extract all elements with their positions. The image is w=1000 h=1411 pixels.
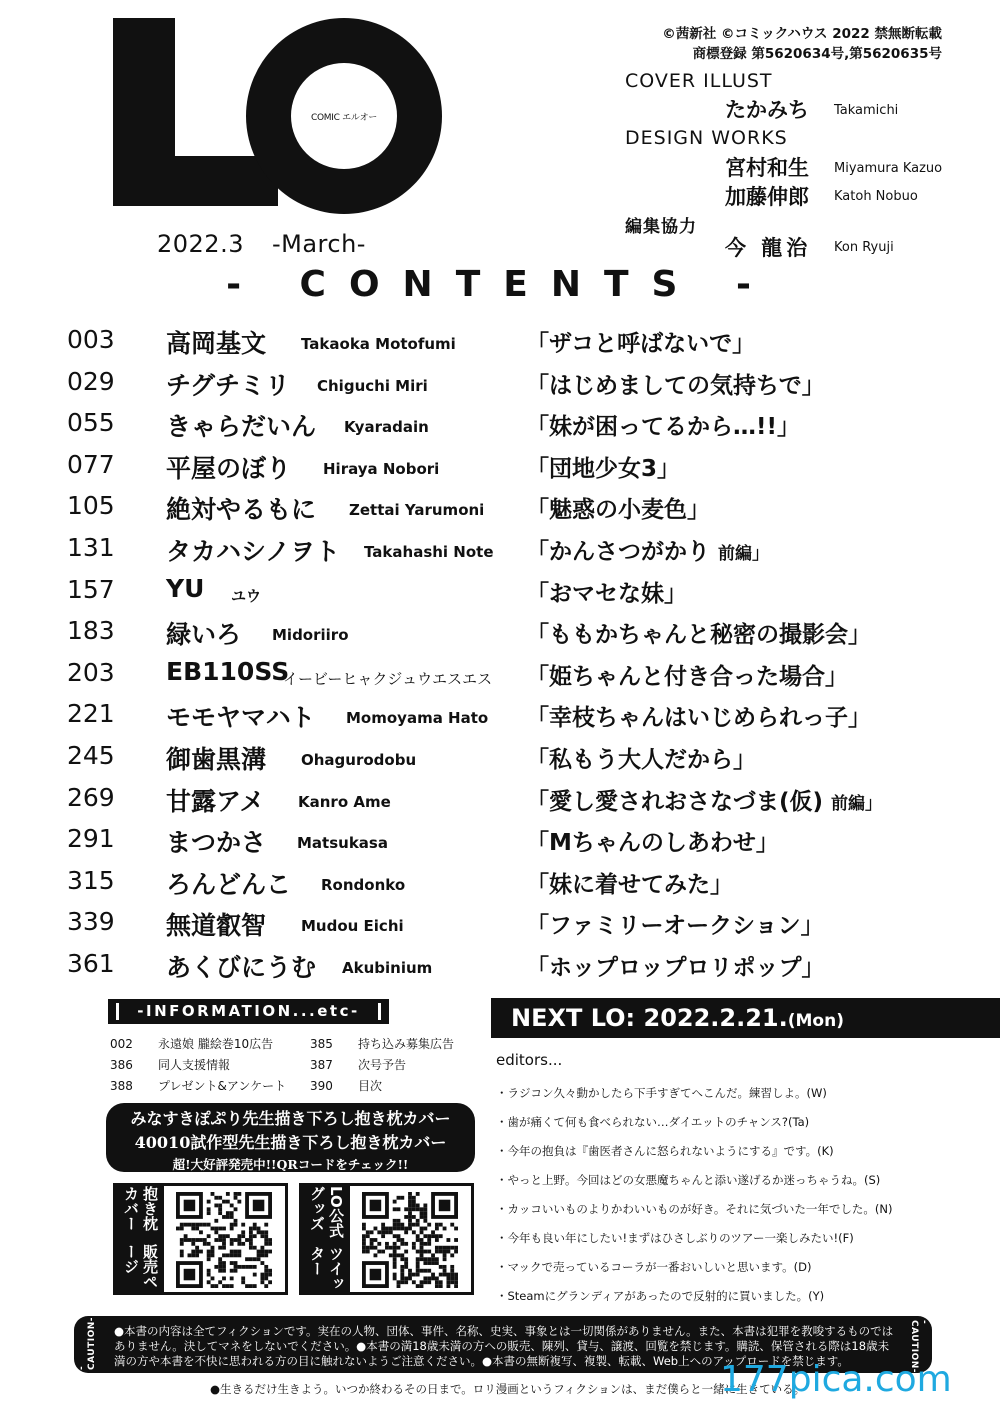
toc-story-title: 「幸枝ちゃんはいじめられっ子」 bbox=[526, 705, 871, 732]
toc-story-title: 「かんさつがかり 前編」 bbox=[526, 539, 770, 565]
toc-author-romaji: Mudou Eichi bbox=[301, 917, 404, 936]
toc-story-title: 「ホップロップロリポップ」 bbox=[526, 955, 825, 981]
toc-story-title: 「私もう大人だから」 bbox=[526, 747, 756, 773]
toc-page-number: 055 bbox=[67, 408, 115, 438]
caution-side-label: -CAUTION- bbox=[909, 1320, 929, 1374]
toc-author-romaji: Chiguchi Miri bbox=[317, 376, 428, 395]
qr-card-label: LO公式グッズ ツイッター bbox=[302, 1186, 350, 1292]
toc-author: 御歯黒溝 bbox=[166, 745, 267, 774]
toc-author-romaji: Rondonko bbox=[321, 875, 406, 894]
toc-story-title: 「Mちゃんのしあわせ」 bbox=[526, 830, 779, 857]
logo-subtitle: COMIC エルオー bbox=[311, 112, 377, 123]
editor-note: ・Steamにグランディアがあったので反射的に買いました。(Y) bbox=[496, 1289, 825, 1303]
editor-note: ・カッコいいものよりかわいいものが好き。それに気づいた一年でした。(N) bbox=[496, 1202, 893, 1216]
editing-heading: 編集協力 bbox=[625, 217, 697, 237]
toc-author-romaji: ユウ bbox=[231, 586, 262, 605]
toc-story-part: 前編」 bbox=[718, 544, 770, 564]
toc-story-title: 「魅惑の小麦色」 bbox=[526, 497, 710, 524]
toc-page-number: 183 bbox=[67, 616, 115, 646]
toc-author-romaji: Hiraya Nobori bbox=[323, 459, 440, 478]
toc-row[interactable] bbox=[0, 741, 1000, 781]
toc-author-romaji: Momoyama Hato bbox=[346, 709, 489, 728]
info-item: 385 持ち込み募集広告 bbox=[310, 1037, 455, 1051]
cover-illust-heading: COVER ILLUST bbox=[625, 70, 773, 92]
copyright-block: ©茜新社 ©コミックハウス 2022 禁無断転載 商標登録 第5620634号,第5620635号 bbox=[662, 26, 942, 62]
qr-code-icon bbox=[176, 1192, 272, 1288]
toc-author-romaji: Kyaradain bbox=[344, 418, 429, 437]
toc-author: ろんどんこ bbox=[166, 869, 292, 899]
toc-page-number: 105 bbox=[67, 491, 115, 521]
information-heading: -INFORMATION...etc- bbox=[108, 999, 389, 1024]
toc-story-title: 「姫ちゃんと付き合った場合」 bbox=[526, 663, 848, 690]
toc-author-romaji: Takahashi Note bbox=[364, 543, 494, 561]
info-item: 387 次号予告 bbox=[310, 1058, 407, 1072]
toc-row[interactable] bbox=[0, 907, 1000, 947]
toc-page-number: 131 bbox=[67, 533, 115, 562]
toc-story-title: 「妹に着せてみた」 bbox=[526, 871, 733, 898]
toc-author: きゃらだいん bbox=[166, 412, 317, 442]
designer-1-romaji: Miyamura Kazuo bbox=[834, 161, 943, 176]
info-item: 390 目次 bbox=[310, 1079, 383, 1093]
toc-row[interactable] bbox=[0, 450, 1000, 490]
toc-story-title: 「妹が困ってるから…!!」 bbox=[526, 414, 800, 441]
qr-card-shop[interactable] bbox=[113, 1183, 288, 1295]
cover-illustrator: たかみち bbox=[725, 98, 809, 122]
toc-row[interactable] bbox=[0, 949, 1000, 989]
toc-page-number: 029 bbox=[67, 366, 115, 396]
logo-letter-o bbox=[246, 18, 442, 214]
toc-row[interactable] bbox=[0, 824, 1000, 864]
info-item: 388 プレゼント&アンケート bbox=[110, 1079, 287, 1093]
toc-row[interactable] bbox=[0, 408, 1000, 448]
qr-code-icon bbox=[362, 1192, 458, 1288]
toc-row[interactable] bbox=[0, 575, 1000, 615]
toc-author: YU bbox=[166, 573, 205, 603]
toc-author: タカハシノヲト bbox=[166, 537, 341, 566]
toc-row[interactable] bbox=[0, 699, 1000, 739]
toc-page-number: 245 bbox=[67, 741, 115, 770]
editor-note: ・やっと上野。今回はどの女悪魔ちゃんと添い遂げるか迷っちゃうね。(S) bbox=[496, 1173, 881, 1187]
toc-author: モモヤマハト bbox=[166, 703, 316, 733]
toc-row[interactable] bbox=[0, 866, 1000, 906]
toc-row[interactable] bbox=[0, 783, 1000, 823]
editor-note: ・今年の抱負は『歯医者さんに怒られないようにする』です。(K) bbox=[496, 1144, 834, 1158]
toc-author: 絶対やるもに bbox=[166, 495, 317, 525]
toc-page-number: 203 bbox=[67, 657, 115, 687]
editor-note: ・今年も良い年にしたい!まずはひさしぶりのツアー一楽しみたい!(F) bbox=[496, 1231, 854, 1245]
toc-author-romaji: Midoriiro bbox=[272, 626, 349, 645]
toc-page-number: 269 bbox=[67, 782, 115, 812]
toc-author-romaji: イービーヒャクジュウエスエス bbox=[283, 669, 493, 688]
toc-author: チグチミリ bbox=[166, 370, 291, 400]
designer-2-romaji: Katoh Nobuo bbox=[834, 189, 918, 204]
toc-author-romaji: Akubinium bbox=[342, 959, 433, 977]
qr-card-twitter[interactable] bbox=[299, 1183, 474, 1295]
toc-author: 緑いろ bbox=[166, 620, 242, 650]
toc-page-number: 339 bbox=[67, 907, 115, 937]
toc-story-title: 「ザコと呼ばないで」 bbox=[526, 331, 756, 357]
toc-page-number: 003 bbox=[67, 325, 115, 354]
watermark: 177pica.com bbox=[720, 1359, 952, 1400]
toc-author: 甘露アメ bbox=[166, 786, 265, 816]
caution-text: ●本書の内容は全てフィクションです。実在の人物、団体、事件、名称、史実、事象とは一切関係がありません。また、本書は犯罪を教唆するものではありません。決してマネをしないでください。●本書の満18歳未満の方への販売、陳列、貸与、譲渡、回覧を禁じます。購読、保管される際は18歳未満の方や本書を不快に思われる方の目に触れないようご注意ください。●本書の無断複写、複製、転載、Web上へのアップロードを禁じます。 bbox=[114, 1324, 894, 1368]
cover-illustrator-romaji: Takamichi bbox=[834, 103, 899, 118]
toc-page-number: 077 bbox=[67, 449, 115, 479]
toc-story-title: 「愛し愛されおさなづま(仮) 前編」 bbox=[526, 788, 883, 815]
toc-author: あくびにうむ bbox=[166, 953, 317, 982]
toc-author-romaji: Kanro Ame bbox=[298, 792, 391, 811]
toc-page-number: 291 bbox=[67, 824, 115, 854]
toc-author-romaji: Zettai Yarumoni bbox=[349, 501, 485, 520]
contents-title: - CONTENTS - bbox=[226, 264, 774, 305]
toc-row[interactable] bbox=[0, 325, 1000, 365]
tagline: ●生きるだけ生きよう。いつか終わるその日まで。ロリ漫画というフィクションは、まだ僕らと一緒に生きている。 bbox=[210, 1382, 806, 1396]
toc-story-title: 「おマセな妹」 bbox=[526, 580, 687, 607]
toc-page-number: 315 bbox=[67, 865, 115, 895]
toc-author: 無道叡智 bbox=[166, 911, 267, 941]
toc-story-title: 「はじめましての気持ちで」 bbox=[526, 372, 825, 399]
designer-2: 加藤伸郎 bbox=[725, 185, 809, 209]
toc-author: 高岡基文 bbox=[166, 329, 267, 358]
toc-author: EB110SS bbox=[166, 656, 290, 686]
design-works-heading: DESIGN WORKS bbox=[625, 127, 788, 149]
toc-author-romaji: Ohagurodobu bbox=[301, 751, 417, 769]
toc-story-title: 「団地少女3」 bbox=[526, 455, 681, 482]
info-item: 002 永遠娘 朧絵巻10広告 bbox=[110, 1037, 274, 1051]
toc-author: まつかさ bbox=[166, 828, 267, 858]
toc-story-part: 前編」 bbox=[831, 793, 883, 814]
editor: 今 龍治 bbox=[725, 236, 812, 260]
info-item: 386 同人支援情報 bbox=[110, 1058, 231, 1072]
toc-row[interactable] bbox=[0, 491, 1000, 531]
qr-card-label: 抱き枕カバー 販売ページ bbox=[116, 1186, 164, 1292]
toc-author-romaji: Matsukasa bbox=[297, 834, 388, 853]
toc-page-number: 221 bbox=[67, 699, 115, 729]
designer-1: 宮村和生 bbox=[725, 156, 809, 180]
toc-row[interactable] bbox=[0, 616, 1000, 656]
editor-note: ・マックで売っているコーラが一番おいしいと思います。(D) bbox=[496, 1260, 812, 1274]
editors-label: editors... bbox=[496, 1051, 563, 1069]
editor-note: ・ラジコン久々動かしたら下手すぎてへこんだ。練習しよ。(W) bbox=[496, 1086, 827, 1100]
pillow-cover-promo: みなすきぽぷり先生描き下ろし抱き枕カバー 40010試作型先生描き下ろし抱き枕カバー 超!大好評発売中!!QRコードをチェック!! bbox=[106, 1103, 475, 1172]
toc-author: 平屋のぼり bbox=[166, 453, 292, 483]
issue-date: 2022.3 -March- bbox=[157, 230, 366, 258]
toc-row[interactable] bbox=[0, 367, 1000, 407]
editor-romaji: Kon Ryuji bbox=[834, 240, 894, 255]
toc-author-romaji: Takaoka Motofumi bbox=[301, 335, 456, 353]
toc-story-title: 「ももかちゃんと秘密の撮影会」 bbox=[526, 622, 871, 649]
editor-note: ・歯が痛くて何も食べられない…ダイエットのチャンス?(Ta) bbox=[496, 1115, 810, 1129]
caution-side-label: -CAUTION- bbox=[77, 1316, 97, 1370]
toc-page-number: 361 bbox=[67, 949, 115, 978]
toc-story-title: 「ファミリーオークション」 bbox=[526, 913, 824, 940]
toc-row[interactable] bbox=[0, 658, 1000, 698]
next-issue-banner: NEXT LO: 2022.2.21.(Mon) bbox=[491, 998, 1000, 1038]
toc-page-number: 157 bbox=[67, 574, 115, 604]
toc-row[interactable] bbox=[0, 533, 1000, 573]
